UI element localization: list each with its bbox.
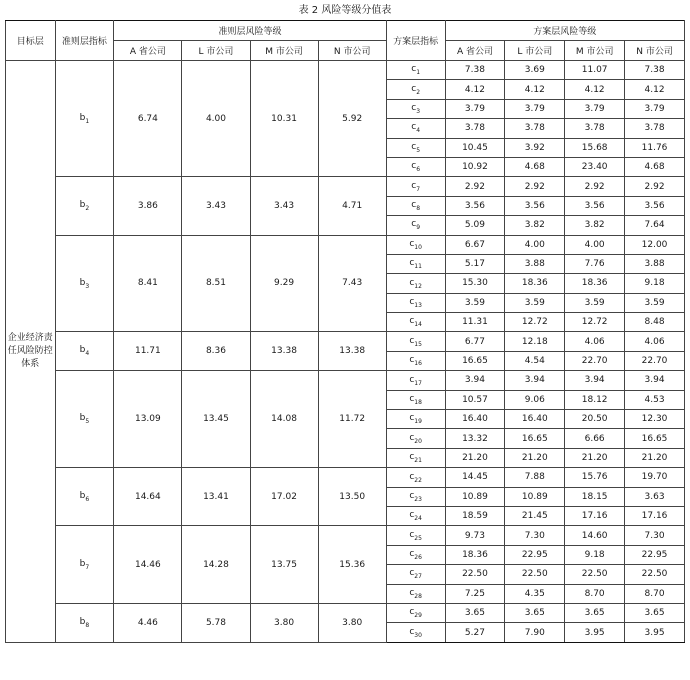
scheme-index-cell: $c_{28}$	[386, 584, 445, 603]
table-body	[6, 61, 685, 643]
scheme-value-cell: 12.72	[565, 313, 625, 332]
scheme-value-cell: 21.20	[505, 448, 565, 467]
table-row	[6, 603, 685, 622]
scheme-value-cell: 19.70	[625, 468, 685, 487]
criteria-value-cell: 13.38	[250, 332, 318, 371]
scheme-value-cell: 22.50	[565, 565, 625, 584]
criteria-value-cell: 13.38	[318, 332, 386, 371]
scheme-value-cell: 10.57	[445, 390, 505, 409]
scheme-index-cell: $c_{16}$	[386, 351, 445, 370]
scheme-value-cell: 4.35	[505, 584, 565, 603]
scheme-value-cell: 10.89	[445, 487, 505, 506]
scheme-value-cell: 9.06	[505, 390, 565, 409]
scheme-index-cell: $c_9$	[386, 216, 445, 235]
header-company-n: N 市公司	[318, 41, 386, 61]
scheme-value-cell: 7.76	[565, 254, 625, 273]
scheme-value-cell: 4.54	[505, 351, 565, 370]
target-layer-cell: 企业经济责任风险防控体系	[6, 61, 56, 643]
scheme-value-cell: 3.59	[565, 293, 625, 312]
scheme-value-cell: 12.72	[505, 313, 565, 332]
scheme-value-cell: 22.50	[505, 565, 565, 584]
header-scheme-index: 方案层指标	[386, 21, 445, 61]
scheme-value-cell: 22.95	[625, 545, 685, 564]
criteria-value-cell: 4.46	[114, 603, 182, 642]
header-company-n: N 市公司	[625, 41, 685, 61]
scheme-index-cell: $c_{29}$	[386, 603, 445, 622]
scheme-value-cell: 4.12	[625, 80, 685, 99]
scheme-value-cell: 21.20	[625, 448, 685, 467]
criteria-value-cell: 11.72	[318, 371, 386, 468]
scheme-value-cell: 3.63	[625, 487, 685, 506]
scheme-value-cell: 3.82	[565, 216, 625, 235]
scheme-value-cell: 9.73	[445, 526, 505, 545]
scheme-value-cell: 7.25	[445, 584, 505, 603]
scheme-value-cell: 4.06	[625, 332, 685, 351]
scheme-value-cell: 2.92	[445, 177, 505, 196]
scheme-value-cell: 16.65	[625, 429, 685, 448]
scheme-value-cell: 3.79	[625, 99, 685, 118]
scheme-value-cell: 16.40	[445, 410, 505, 429]
table-row	[6, 235, 685, 254]
header-target-layer: 目标层	[6, 21, 56, 61]
scheme-value-cell: 18.59	[445, 506, 505, 525]
scheme-index-cell: $c_4$	[386, 119, 445, 138]
criteria-value-cell: 5.78	[182, 603, 250, 642]
criteria-value-cell: 13.50	[318, 468, 386, 526]
scheme-value-cell: 5.09	[445, 216, 505, 235]
scheme-value-cell: 21.20	[445, 448, 505, 467]
criteria-value-cell: 8.51	[182, 235, 250, 332]
scheme-value-cell: 21.45	[505, 506, 565, 525]
scheme-index-cell: $c_{15}$	[386, 332, 445, 351]
criteria-index-cell: $b_2$	[55, 177, 114, 235]
scheme-value-cell: 3.82	[505, 216, 565, 235]
scheme-value-cell: 4.12	[565, 80, 625, 99]
scheme-value-cell: 4.06	[565, 332, 625, 351]
scheme-index-cell: $c_{11}$	[386, 254, 445, 273]
scheme-value-cell: 6.66	[565, 429, 625, 448]
scheme-value-cell: 22.70	[565, 351, 625, 370]
header-criteria-risk: 准则层风险等级	[114, 21, 386, 41]
header-company-l: L 市公司	[505, 41, 565, 61]
scheme-value-cell: 3.65	[505, 603, 565, 622]
scheme-value-cell: 7.38	[625, 61, 685, 80]
scheme-value-cell: 6.67	[445, 235, 505, 254]
scheme-value-cell: 22.95	[505, 545, 565, 564]
scheme-value-cell: 7.30	[625, 526, 685, 545]
scheme-value-cell: 22.70	[625, 351, 685, 370]
criteria-value-cell: 5.92	[318, 61, 386, 177]
scheme-index-cell: $c_{21}$	[386, 448, 445, 467]
scheme-index-cell: $c_{27}$	[386, 565, 445, 584]
scheme-value-cell: 2.92	[505, 177, 565, 196]
scheme-value-cell: 14.60	[565, 526, 625, 545]
scheme-value-cell: 3.65	[445, 603, 505, 622]
criteria-value-cell: 8.36	[182, 332, 250, 371]
scheme-value-cell: 5.27	[445, 623, 505, 642]
table-row	[6, 177, 685, 196]
header-company-m: M 市公司	[565, 41, 625, 61]
criteria-value-cell: 14.64	[114, 468, 182, 526]
criteria-value-cell: 14.46	[114, 526, 182, 604]
scheme-value-cell: 7.64	[625, 216, 685, 235]
criteria-value-cell: 10.31	[250, 61, 318, 177]
criteria-index-cell: $b_7$	[55, 526, 114, 604]
scheme-index-cell: $c_{30}$	[386, 623, 445, 642]
header-scheme-risk: 方案层风险等级	[445, 21, 684, 41]
scheme-index-cell: $c_{24}$	[386, 506, 445, 525]
scheme-index-cell: $c_{17}$	[386, 371, 445, 390]
scheme-index-cell: $c_5$	[386, 138, 445, 157]
table-row	[6, 526, 685, 545]
criteria-value-cell: 8.41	[114, 235, 182, 332]
scheme-value-cell: 22.50	[625, 565, 685, 584]
criteria-value-cell: 14.08	[250, 371, 318, 468]
scheme-value-cell: 4.12	[445, 80, 505, 99]
scheme-value-cell: 3.69	[505, 61, 565, 80]
scheme-value-cell: 3.59	[445, 293, 505, 312]
scheme-index-cell: $c_{23}$	[386, 487, 445, 506]
scheme-index-cell: $c_{26}$	[386, 545, 445, 564]
scheme-value-cell: 4.53	[625, 390, 685, 409]
criteria-value-cell: 13.09	[114, 371, 182, 468]
criteria-value-cell: 13.45	[182, 371, 250, 468]
scheme-value-cell: 3.78	[505, 119, 565, 138]
scheme-value-cell: 8.70	[625, 584, 685, 603]
scheme-index-cell: $c_3$	[386, 99, 445, 118]
table-row	[6, 371, 685, 390]
scheme-value-cell: 2.92	[565, 177, 625, 196]
scheme-value-cell: 18.36	[565, 274, 625, 293]
scheme-value-cell: 8.70	[565, 584, 625, 603]
criteria-value-cell: 3.43	[250, 177, 318, 235]
criteria-index-cell: $b_1$	[55, 61, 114, 177]
scheme-value-cell: 3.65	[565, 603, 625, 622]
scheme-value-cell: 16.65	[445, 351, 505, 370]
scheme-value-cell: 3.88	[625, 254, 685, 273]
risk-score-table	[5, 20, 685, 643]
table-row	[6, 468, 685, 487]
scheme-value-cell: 12.00	[625, 235, 685, 254]
criteria-value-cell: 4.71	[318, 177, 386, 235]
scheme-value-cell: 4.00	[505, 235, 565, 254]
scheme-value-cell: 3.56	[505, 196, 565, 215]
scheme-value-cell: 3.59	[505, 293, 565, 312]
scheme-value-cell: 3.95	[565, 623, 625, 642]
scheme-value-cell: 17.16	[625, 506, 685, 525]
scheme-value-cell: 3.78	[445, 119, 505, 138]
scheme-value-cell: 3.79	[445, 99, 505, 118]
scheme-index-cell: $c_6$	[386, 157, 445, 176]
scheme-value-cell: 10.45	[445, 138, 505, 157]
scheme-value-cell: 15.76	[565, 468, 625, 487]
scheme-value-cell: 3.56	[445, 196, 505, 215]
scheme-value-cell: 4.12	[505, 80, 565, 99]
scheme-value-cell: 3.65	[625, 603, 685, 622]
scheme-value-cell: 3.79	[565, 99, 625, 118]
scheme-index-cell: $c_2$	[386, 80, 445, 99]
scheme-value-cell: 18.36	[505, 274, 565, 293]
scheme-value-cell: 14.45	[445, 468, 505, 487]
scheme-value-cell: 6.77	[445, 332, 505, 351]
criteria-value-cell: 15.36	[318, 526, 386, 604]
criteria-value-cell: 3.43	[182, 177, 250, 235]
scheme-value-cell: 8.48	[625, 313, 685, 332]
scheme-value-cell: 18.15	[565, 487, 625, 506]
scheme-index-cell: $c_{14}$	[386, 313, 445, 332]
scheme-value-cell: 16.65	[505, 429, 565, 448]
criteria-value-cell: 14.28	[182, 526, 250, 604]
scheme-value-cell: 9.18	[565, 545, 625, 564]
scheme-value-cell: 12.30	[625, 410, 685, 429]
criteria-index-cell: $b_4$	[55, 332, 114, 371]
scheme-index-cell: $c_8$	[386, 196, 445, 215]
scheme-index-cell: $c_{20}$	[386, 429, 445, 448]
scheme-value-cell: 3.56	[625, 196, 685, 215]
header-criteria-index: 准则层指标	[55, 21, 114, 61]
scheme-value-cell: 18.36	[445, 545, 505, 564]
scheme-value-cell: 23.40	[565, 157, 625, 176]
scheme-value-cell: 21.20	[565, 448, 625, 467]
scheme-value-cell: 15.30	[445, 274, 505, 293]
table-row	[6, 61, 685, 80]
criteria-value-cell: 3.86	[114, 177, 182, 235]
criteria-index-cell: $b_8$	[55, 603, 114, 642]
scheme-value-cell: 4.68	[505, 157, 565, 176]
criteria-index-cell: $b_5$	[55, 371, 114, 468]
scheme-index-cell: $c_{22}$	[386, 468, 445, 487]
scheme-value-cell: 9.18	[625, 274, 685, 293]
header-company-a: A 省公司	[114, 41, 182, 61]
scheme-value-cell: 2.92	[625, 177, 685, 196]
scheme-value-cell: 3.78	[565, 119, 625, 138]
criteria-value-cell: 11.71	[114, 332, 182, 371]
scheme-index-cell: $c_{19}$	[386, 410, 445, 429]
scheme-index-cell: $c_{10}$	[386, 235, 445, 254]
scheme-value-cell: 3.94	[505, 371, 565, 390]
table-caption: 表 2 风险等级分值表	[298, 5, 392, 16]
scheme-value-cell: 16.40	[505, 410, 565, 429]
scheme-value-cell: 3.94	[565, 371, 625, 390]
scheme-value-cell: 3.94	[625, 371, 685, 390]
header-company-a: A 省公司	[445, 41, 505, 61]
scheme-index-cell: $c_{18}$	[386, 390, 445, 409]
criteria-value-cell: 13.41	[182, 468, 250, 526]
scheme-value-cell: 3.92	[505, 138, 565, 157]
criteria-value-cell: 3.80	[318, 603, 386, 642]
scheme-value-cell: 5.17	[445, 254, 505, 273]
scheme-value-cell: 17.16	[565, 506, 625, 525]
scheme-value-cell: 7.30	[505, 526, 565, 545]
scheme-index-cell: $c_{13}$	[386, 293, 445, 312]
scheme-value-cell: 4.68	[625, 157, 685, 176]
criteria-value-cell: 9.29	[250, 235, 318, 332]
scheme-value-cell: 10.89	[505, 487, 565, 506]
scheme-value-cell: 22.50	[445, 565, 505, 584]
scheme-value-cell: 3.78	[625, 119, 685, 138]
scheme-value-cell: 7.38	[445, 61, 505, 80]
criteria-value-cell: 17.02	[250, 468, 318, 526]
header-company-l: L 市公司	[182, 41, 250, 61]
criteria-value-cell: 3.80	[250, 603, 318, 642]
scheme-value-cell: 4.00	[565, 235, 625, 254]
scheme-index-cell: $c_7$	[386, 177, 445, 196]
scheme-value-cell: 11.76	[625, 138, 685, 157]
scheme-value-cell: 3.56	[565, 196, 625, 215]
scheme-value-cell: 13.32	[445, 429, 505, 448]
criteria-value-cell: 6.74	[114, 61, 182, 177]
scheme-value-cell: 3.94	[445, 371, 505, 390]
scheme-value-cell: 3.59	[625, 293, 685, 312]
scheme-index-cell: $c_{25}$	[386, 526, 445, 545]
scheme-value-cell: 12.18	[505, 332, 565, 351]
criteria-value-cell: 4.00	[182, 61, 250, 177]
criteria-value-cell: 7.43	[318, 235, 386, 332]
scheme-value-cell: 18.12	[565, 390, 625, 409]
scheme-value-cell: 10.92	[445, 157, 505, 176]
scheme-value-cell: 7.88	[505, 468, 565, 487]
scheme-index-cell: $c_1$	[386, 61, 445, 80]
scheme-index-cell: $c_{12}$	[386, 274, 445, 293]
table-row	[6, 332, 685, 351]
scheme-value-cell: 3.79	[505, 99, 565, 118]
scheme-value-cell: 3.88	[505, 254, 565, 273]
criteria-index-cell: $b_6$	[55, 468, 114, 526]
scheme-value-cell: 20.50	[565, 410, 625, 429]
criteria-value-cell: 13.75	[250, 526, 318, 604]
scheme-value-cell: 7.90	[505, 623, 565, 642]
scheme-value-cell: 11.07	[565, 61, 625, 80]
header-company-m: M 市公司	[250, 41, 318, 61]
scheme-value-cell: 15.68	[565, 138, 625, 157]
criteria-index-cell: $b_3$	[55, 235, 114, 332]
scheme-value-cell: 3.95	[625, 623, 685, 642]
scheme-value-cell: 11.31	[445, 313, 505, 332]
